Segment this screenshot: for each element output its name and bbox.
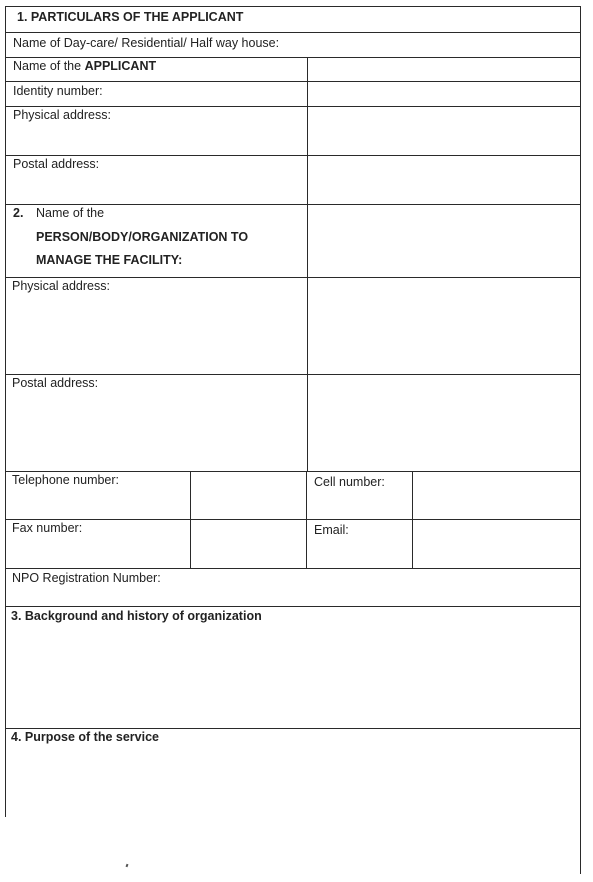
rule-center-upper (307, 57, 308, 471)
postal-address-2-field[interactable] (312, 378, 576, 467)
fax-number-field[interactable] (194, 522, 302, 565)
organization-name-field[interactable] (312, 208, 576, 273)
rule-left (5, 6, 6, 817)
rule-center-contacts (306, 471, 307, 568)
rule-after-section3 (5, 728, 581, 729)
applicant-name-label-prefix: Name of the (13, 59, 85, 73)
rule-after-npo (5, 606, 581, 607)
purpose-of-service-field[interactable] (10, 749, 576, 869)
daycare-name-label: Name of Day-care/ Residential/ Half way house: (13, 36, 280, 50)
rule-col-b (190, 471, 191, 568)
daycare-name-field[interactable] (312, 35, 576, 54)
identity-number-label: Identity number: (13, 84, 103, 98)
rule-right (580, 6, 581, 874)
npo-registration-field[interactable] (190, 571, 576, 603)
applicant-name-label-bold: APPLICANT (84, 59, 157, 73)
applicant-name-field[interactable] (312, 60, 576, 79)
postal-address-2-label: Postal address: (12, 376, 99, 390)
rule-top (5, 6, 581, 7)
rule-after-telephone (5, 519, 581, 520)
postal-address-1-field[interactable] (312, 158, 576, 200)
telephone-number-label: Telephone number: (12, 473, 120, 487)
physical-address-1-label: Physical address: (13, 108, 111, 122)
rule-after-postal-2 (5, 471, 581, 472)
telephone-number-field[interactable] (194, 474, 302, 516)
email-field[interactable] (416, 522, 576, 565)
postal-address-1-label: Postal address: (13, 157, 100, 171)
cell-number-label: Cell number: (314, 475, 385, 489)
fax-number-label: Fax number: (12, 521, 83, 535)
section-3-title: 3. Background and history of organization (11, 609, 262, 623)
section-2-title-line3: MANAGE THE FACILITY: (36, 253, 183, 267)
physical-address-2-field[interactable] (312, 281, 576, 370)
applicant-name-label (13, 59, 156, 74)
rule-after-identity (5, 106, 581, 107)
npo-registration-label: NPO Registration Number: (12, 571, 161, 585)
rule-after-applicant (5, 81, 581, 82)
physical-address-1-field[interactable] (312, 109, 576, 151)
rule-after-section1-title (5, 32, 581, 33)
rule-after-postal-1 (5, 204, 581, 205)
section-2-title-line1: Name of the (36, 206, 105, 220)
rule-after-fax (5, 568, 581, 569)
section-1-title: 1. PARTICULARS OF THE APPLICANT (17, 10, 244, 24)
email-label: Email: (314, 523, 349, 537)
rule-after-physical-1 (5, 155, 581, 156)
identity-number-field[interactable] (312, 84, 576, 103)
rule-after-section2 (5, 277, 581, 278)
rule-after-daycare (5, 57, 581, 58)
background-history-field[interactable] (10, 628, 576, 724)
physical-address-2-label: Physical address: (12, 279, 110, 293)
section-2-title-line2: PERSON/BODY/ORGANIZATION TO (36, 230, 249, 244)
section-2-number: 2. (13, 206, 24, 220)
cell-number-field[interactable] (416, 474, 576, 516)
section-4-title: 4. Purpose of the service (11, 730, 159, 744)
rule-col-d (412, 471, 413, 568)
rule-after-physical-2 (5, 374, 581, 375)
